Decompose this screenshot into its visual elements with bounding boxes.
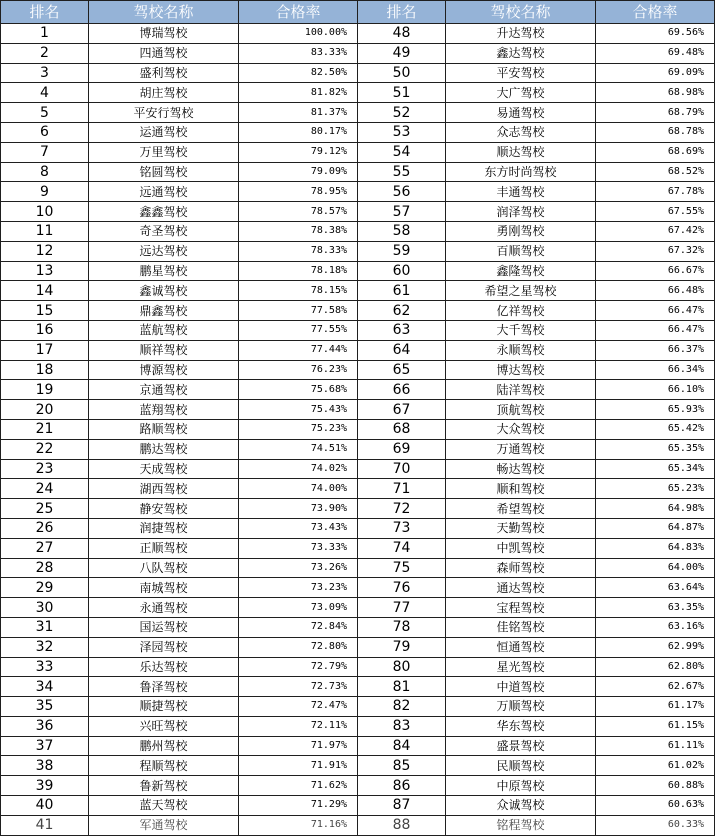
school-name-cell-left: 泽园驾校: [89, 637, 239, 657]
school-name-cell-left: 京通驾校: [89, 380, 239, 400]
rank-cell-left: 19: [1, 380, 89, 400]
school-name-cell-left: 鹏达驾校: [89, 439, 239, 459]
pass-rate-cell-left: 78.57%: [239, 202, 358, 222]
table-row: [1, 103, 715, 123]
rank-cell-left: 38: [1, 756, 89, 776]
school-name-cell-right: 宝程驾校: [446, 598, 596, 618]
header-name-right: 驾校名称: [446, 1, 596, 24]
table-row: [1, 637, 715, 657]
rank-cell-left: 41: [1, 815, 89, 835]
school-name-cell-right: 佳铭驾校: [446, 617, 596, 637]
rank-cell-right: 50: [358, 63, 446, 83]
pass-rate-cell-left: 73.90%: [239, 499, 358, 519]
rank-cell-right: 64: [358, 340, 446, 360]
school-name-cell-right: 陆洋驾校: [446, 380, 596, 400]
rank-cell-left: 10: [1, 202, 89, 222]
school-name-cell-left: 鹏星驾校: [89, 261, 239, 281]
school-name-cell-left: 湖西驾校: [89, 479, 239, 499]
school-name-cell-right: 中原驾校: [446, 776, 596, 796]
rank-cell-left: 32: [1, 637, 89, 657]
rank-cell-right: 77: [358, 598, 446, 618]
school-name-cell-left: 鑫诚驾校: [89, 281, 239, 301]
school-name-cell-right: 华东驾校: [446, 716, 596, 736]
pass-rate-cell-right: 60.33%: [596, 815, 715, 835]
school-name-cell-left: 盛利驾校: [89, 63, 239, 83]
school-name-cell-right: 勇刚驾校: [446, 221, 596, 241]
school-name-cell-left: 永通驾校: [89, 598, 239, 618]
rank-cell-right: 71: [358, 479, 446, 499]
pass-rate-cell-right: 65.34%: [596, 459, 715, 479]
school-name-cell-right: 天勤驾校: [446, 518, 596, 538]
header-rate-left: 合格率: [239, 1, 358, 24]
pass-rate-cell-left: 73.23%: [239, 578, 358, 598]
school-name-cell-left: 静安驾校: [89, 499, 239, 519]
rank-cell-right: 70: [358, 459, 446, 479]
pass-rate-cell-right: 67.42%: [596, 221, 715, 241]
rank-cell-right: 84: [358, 736, 446, 756]
rank-cell-right: 80: [358, 657, 446, 677]
pass-rate-cell-right: 68.78%: [596, 122, 715, 142]
school-name-cell-left: 兴旺驾校: [89, 716, 239, 736]
table-row: [1, 340, 715, 360]
pass-rate-cell-left: 73.26%: [239, 558, 358, 578]
school-name-cell-right: 森师驾校: [446, 558, 596, 578]
pass-rate-cell-right: 65.35%: [596, 439, 715, 459]
rank-cell-left: 4: [1, 83, 89, 103]
rank-cell-right: 54: [358, 142, 446, 162]
pass-rate-cell-right: 64.98%: [596, 499, 715, 519]
school-name-cell-right: 顺和驾校: [446, 479, 596, 499]
header-row: [1, 1, 715, 24]
pass-rate-cell-right: 67.55%: [596, 202, 715, 222]
rank-cell-left: 28: [1, 558, 89, 578]
school-name-cell-right: 盛景驾校: [446, 736, 596, 756]
school-name-cell-left: 蓝航驾校: [89, 320, 239, 340]
pass-rate-cell-right: 61.15%: [596, 716, 715, 736]
school-name-cell-right: 众志驾校: [446, 122, 596, 142]
table-row: [1, 815, 715, 835]
pass-rate-cell-left: 77.55%: [239, 320, 358, 340]
table-row: [1, 202, 715, 222]
school-name-cell-right: 平安驾校: [446, 63, 596, 83]
school-name-cell-right: 众诚驾校: [446, 796, 596, 816]
rank-cell-left: 35: [1, 697, 89, 717]
school-name-cell-left: 顺捷驾校: [89, 697, 239, 717]
school-name-cell-right: 万顺驾校: [446, 697, 596, 717]
rank-cell-right: 53: [358, 122, 446, 142]
table-row: [1, 538, 715, 558]
table-row: [1, 479, 715, 499]
header-rank-right: 排名: [358, 1, 446, 24]
table-row: [1, 142, 715, 162]
school-name-cell-right: 铭程驾校: [446, 815, 596, 835]
pass-rate-cell-left: 81.82%: [239, 83, 358, 103]
pass-rate-cell-right: 66.10%: [596, 380, 715, 400]
rank-cell-right: 56: [358, 182, 446, 202]
header-rank-left: 排名: [1, 1, 89, 24]
table-row: [1, 499, 715, 519]
school-name-cell-left: 国运驾校: [89, 617, 239, 637]
pass-rate-cell-left: 72.11%: [239, 716, 358, 736]
pass-rate-cell-left: 82.50%: [239, 63, 358, 83]
table-row: [1, 43, 715, 63]
school-name-cell-right: 大广驾校: [446, 83, 596, 103]
school-name-cell-right: 鑫隆驾校: [446, 261, 596, 281]
table-row: [1, 439, 715, 459]
pass-rate-cell-left: 74.00%: [239, 479, 358, 499]
rank-cell-right: 62: [358, 301, 446, 321]
pass-rate-cell-right: 68.52%: [596, 162, 715, 182]
pass-rate-cell-right: 67.32%: [596, 241, 715, 261]
table-row: [1, 380, 715, 400]
school-name-cell-left: 天成驾校: [89, 459, 239, 479]
school-name-cell-left: 远达驾校: [89, 241, 239, 261]
pass-rate-cell-left: 81.37%: [239, 103, 358, 123]
pass-rate-cell-left: 83.33%: [239, 43, 358, 63]
pass-rate-cell-left: 71.91%: [239, 756, 358, 776]
pass-rate-cell-left: 71.97%: [239, 736, 358, 756]
rank-cell-left: 31: [1, 617, 89, 637]
pass-rate-cell-left: 74.51%: [239, 439, 358, 459]
rank-cell-right: 78: [358, 617, 446, 637]
pass-rate-cell-left: 73.09%: [239, 598, 358, 618]
rank-cell-right: 66: [358, 380, 446, 400]
rank-cell-right: 88: [358, 815, 446, 835]
rank-cell-left: 27: [1, 538, 89, 558]
rank-cell-right: 79: [358, 637, 446, 657]
table-row: [1, 419, 715, 439]
rank-cell-left: 33: [1, 657, 89, 677]
pass-rate-cell-right: 69.48%: [596, 43, 715, 63]
school-name-cell-right: 百顺驾校: [446, 241, 596, 261]
rank-cell-left: 17: [1, 340, 89, 360]
rank-cell-right: 73: [358, 518, 446, 538]
rank-cell-right: 63: [358, 320, 446, 340]
table-row: [1, 281, 715, 301]
rank-cell-left: 30: [1, 598, 89, 618]
rank-cell-right: 86: [358, 776, 446, 796]
pass-rate-cell-right: 65.42%: [596, 419, 715, 439]
rank-cell-right: 68: [358, 419, 446, 439]
table-row: [1, 796, 715, 816]
table-row: [1, 24, 715, 44]
rank-cell-right: 72: [358, 499, 446, 519]
school-name-cell-right: 万通驾校: [446, 439, 596, 459]
table-row: [1, 241, 715, 261]
table-row: [1, 518, 715, 538]
pass-rate-cell-right: 64.00%: [596, 558, 715, 578]
pass-rate-cell-left: 100.00%: [239, 24, 358, 44]
table-row: [1, 83, 715, 103]
rank-cell-left: 5: [1, 103, 89, 123]
school-name-cell-right: 鑫达驾校: [446, 43, 596, 63]
pass-rate-cell-right: 63.16%: [596, 617, 715, 637]
pass-rate-cell-left: 80.17%: [239, 122, 358, 142]
pass-rate-cell-right: 64.83%: [596, 538, 715, 558]
rank-cell-left: 8: [1, 162, 89, 182]
rank-cell-left: 9: [1, 182, 89, 202]
pass-rate-cell-left: 75.68%: [239, 380, 358, 400]
pass-rate-cell-right: 64.87%: [596, 518, 715, 538]
rank-cell-right: 76: [358, 578, 446, 598]
pass-rate-cell-right: 66.34%: [596, 360, 715, 380]
pass-rate-cell-right: 68.98%: [596, 83, 715, 103]
table-row: [1, 63, 715, 83]
pass-rate-cell-left: 71.16%: [239, 815, 358, 835]
pass-rate-cell-right: 68.69%: [596, 142, 715, 162]
pass-rate-cell-left: 77.44%: [239, 340, 358, 360]
pass-rate-cell-right: 62.80%: [596, 657, 715, 677]
pass-rate-cell-left: 78.15%: [239, 281, 358, 301]
pass-rate-cell-right: 67.78%: [596, 182, 715, 202]
pass-rate-cell-left: 71.29%: [239, 796, 358, 816]
pass-rate-cell-left: 72.79%: [239, 657, 358, 677]
school-name-cell-left: 运通驾校: [89, 122, 239, 142]
pass-rate-cell-right: 61.17%: [596, 697, 715, 717]
school-name-cell-left: 南城驾校: [89, 578, 239, 598]
pass-rate-cell-left: 71.62%: [239, 776, 358, 796]
rank-cell-right: 75: [358, 558, 446, 578]
rank-cell-right: 83: [358, 716, 446, 736]
header-rate-right: 合格率: [596, 1, 715, 24]
table-body: [1, 24, 715, 836]
school-name-cell-left: 奇圣驾校: [89, 221, 239, 241]
school-name-cell-right: 升达驾校: [446, 24, 596, 44]
table-row: [1, 598, 715, 618]
pass-rate-cell-right: 66.37%: [596, 340, 715, 360]
table-row: [1, 360, 715, 380]
pass-rate-cell-left: 78.95%: [239, 182, 358, 202]
rank-cell-left: 40: [1, 796, 89, 816]
school-name-cell-right: 大众驾校: [446, 419, 596, 439]
rank-cell-left: 12: [1, 241, 89, 261]
pass-rate-cell-right: 61.11%: [596, 736, 715, 756]
table-row: [1, 301, 715, 321]
school-name-cell-right: 民顺驾校: [446, 756, 596, 776]
rank-cell-left: 6: [1, 122, 89, 142]
school-name-cell-right: 润泽驾校: [446, 202, 596, 222]
table-row: [1, 261, 715, 281]
school-name-cell-right: 希望之星驾校: [446, 281, 596, 301]
school-name-cell-left: 鼎鑫驾校: [89, 301, 239, 321]
pass-rate-cell-right: 69.56%: [596, 24, 715, 44]
rank-cell-left: 2: [1, 43, 89, 63]
pass-rate-cell-right: 63.35%: [596, 598, 715, 618]
school-name-cell-left: 铭圆驾校: [89, 162, 239, 182]
table-row: [1, 400, 715, 420]
school-name-cell-left: 蓝天驾校: [89, 796, 239, 816]
pass-rate-cell-right: 68.79%: [596, 103, 715, 123]
pass-rate-cell-right: 66.48%: [596, 281, 715, 301]
rank-cell-left: 39: [1, 776, 89, 796]
school-name-cell-left: 平安行驾校: [89, 103, 239, 123]
pass-rate-cell-left: 72.80%: [239, 637, 358, 657]
rank-cell-right: 87: [358, 796, 446, 816]
pass-rate-cell-right: 66.47%: [596, 320, 715, 340]
pass-rate-cell-left: 72.73%: [239, 677, 358, 697]
rank-cell-right: 57: [358, 202, 446, 222]
rank-cell-left: 13: [1, 261, 89, 281]
pass-rate-cell-left: 79.09%: [239, 162, 358, 182]
pass-rate-cell-left: 78.18%: [239, 261, 358, 281]
pass-rate-cell-right: 62.67%: [596, 677, 715, 697]
school-name-cell-left: 军通驾校: [89, 815, 239, 835]
rank-cell-right: 59: [358, 241, 446, 261]
pass-rate-cell-right: 65.93%: [596, 400, 715, 420]
rank-cell-left: 15: [1, 301, 89, 321]
rank-cell-left: 25: [1, 499, 89, 519]
school-name-cell-right: 顺达驾校: [446, 142, 596, 162]
pass-rate-cell-left: 78.33%: [239, 241, 358, 261]
rank-cell-right: 82: [358, 697, 446, 717]
rank-cell-left: 23: [1, 459, 89, 479]
pass-rate-cell-left: 73.33%: [239, 538, 358, 558]
school-name-cell-right: 顶航驾校: [446, 400, 596, 420]
table-row: [1, 756, 715, 776]
rank-cell-left: 1: [1, 24, 89, 44]
school-name-cell-left: 万里驾校: [89, 142, 239, 162]
pass-rate-cell-right: 66.47%: [596, 301, 715, 321]
pass-rate-cell-left: 75.23%: [239, 419, 358, 439]
rank-cell-right: 69: [358, 439, 446, 459]
table-row: [1, 776, 715, 796]
school-name-cell-right: 希望驾校: [446, 499, 596, 519]
rank-cell-left: 29: [1, 578, 89, 598]
table-row: [1, 736, 715, 756]
table-row: [1, 320, 715, 340]
school-name-cell-left: 博源驾校: [89, 360, 239, 380]
table-row: [1, 558, 715, 578]
rank-cell-left: 37: [1, 736, 89, 756]
table-row: [1, 182, 715, 202]
rank-cell-left: 20: [1, 400, 89, 420]
table-row: [1, 122, 715, 142]
table-row: [1, 459, 715, 479]
school-name-cell-left: 顺祥驾校: [89, 340, 239, 360]
school-name-cell-left: 鑫鑫驾校: [89, 202, 239, 222]
rank-cell-left: 14: [1, 281, 89, 301]
school-name-cell-left: 鲁新驾校: [89, 776, 239, 796]
school-name-cell-right: 东方时尚驾校: [446, 162, 596, 182]
pass-rate-cell-right: 65.23%: [596, 479, 715, 499]
pass-rate-cell-left: 72.47%: [239, 697, 358, 717]
pass-rate-cell-right: 69.09%: [596, 63, 715, 83]
pass-rate-cell-left: 78.38%: [239, 221, 358, 241]
rank-cell-right: 49: [358, 43, 446, 63]
pass-rate-cell-right: 61.02%: [596, 756, 715, 776]
school-name-cell-left: 正顺驾校: [89, 538, 239, 558]
school-name-cell-left: 胡庄驾校: [89, 83, 239, 103]
school-name-cell-right: 通达驾校: [446, 578, 596, 598]
rank-cell-right: 52: [358, 103, 446, 123]
rank-cell-left: 22: [1, 439, 89, 459]
rank-cell-right: 61: [358, 281, 446, 301]
school-name-cell-right: 大千驾校: [446, 320, 596, 340]
school-name-cell-left: 八队驾校: [89, 558, 239, 578]
rank-cell-right: 65: [358, 360, 446, 380]
school-name-cell-left: 博瑞驾校: [89, 24, 239, 44]
table-row: [1, 578, 715, 598]
rank-cell-left: 26: [1, 518, 89, 538]
school-name-cell-right: 永顺驾校: [446, 340, 596, 360]
rank-cell-left: 16: [1, 320, 89, 340]
rank-cell-left: 7: [1, 142, 89, 162]
rank-cell-left: 34: [1, 677, 89, 697]
rank-cell-right: 55: [358, 162, 446, 182]
table-row: [1, 716, 715, 736]
rank-cell-left: 24: [1, 479, 89, 499]
table-row: [1, 221, 715, 241]
rank-cell-left: 36: [1, 716, 89, 736]
rank-cell-right: 58: [358, 221, 446, 241]
rank-cell-right: 48: [358, 24, 446, 44]
school-name-cell-left: 鹏州驾校: [89, 736, 239, 756]
pass-rate-cell-left: 72.84%: [239, 617, 358, 637]
header-name-left: 驾校名称: [89, 1, 239, 24]
rank-cell-left: 11: [1, 221, 89, 241]
pass-rate-cell-left: 74.02%: [239, 459, 358, 479]
pass-rate-cell-left: 77.58%: [239, 301, 358, 321]
school-name-cell-right: 亿祥驾校: [446, 301, 596, 321]
school-name-cell-right: 博达驾校: [446, 360, 596, 380]
rank-cell-left: 3: [1, 63, 89, 83]
school-name-cell-right: 易通驾校: [446, 103, 596, 123]
pass-rate-cell-left: 79.12%: [239, 142, 358, 162]
school-name-cell-right: 丰通驾校: [446, 182, 596, 202]
table-row: [1, 162, 715, 182]
pass-rate-cell-left: 75.43%: [239, 400, 358, 420]
pass-rate-cell-right: 60.63%: [596, 796, 715, 816]
school-name-cell-right: 中道驾校: [446, 677, 596, 697]
rank-cell-right: 51: [358, 83, 446, 103]
table-row: [1, 677, 715, 697]
school-name-cell-right: 中凯驾校: [446, 538, 596, 558]
school-name-cell-left: 润捷驾校: [89, 518, 239, 538]
rank-cell-left: 21: [1, 419, 89, 439]
school-name-cell-right: 恒通驾校: [446, 637, 596, 657]
school-name-cell-left: 四通驾校: [89, 43, 239, 63]
pass-rate-cell-right: 60.88%: [596, 776, 715, 796]
school-name-cell-left: 远通驾校: [89, 182, 239, 202]
pass-rate-cell-right: 62.99%: [596, 637, 715, 657]
school-name-cell-left: 蓝翔驾校: [89, 400, 239, 420]
rank-cell-right: 60: [358, 261, 446, 281]
school-name-cell-left: 乐达驾校: [89, 657, 239, 677]
school-name-cell-left: 鲁泽驾校: [89, 677, 239, 697]
rank-cell-left: 18: [1, 360, 89, 380]
school-name-cell-right: 畅达驾校: [446, 459, 596, 479]
table-row: [1, 617, 715, 637]
pass-rate-cell-right: 63.64%: [596, 578, 715, 598]
school-name-cell-left: 路顺驾校: [89, 419, 239, 439]
pass-rate-cell-right: 66.67%: [596, 261, 715, 281]
table-row: [1, 697, 715, 717]
rank-cell-right: 81: [358, 677, 446, 697]
rank-cell-right: 85: [358, 756, 446, 776]
school-name-cell-right: 星光驾校: [446, 657, 596, 677]
pass-rate-cell-left: 73.43%: [239, 518, 358, 538]
pass-rate-cell-left: 76.23%: [239, 360, 358, 380]
rank-cell-right: 67: [358, 400, 446, 420]
school-name-cell-left: 程顺驾校: [89, 756, 239, 776]
rank-cell-right: 74: [358, 538, 446, 558]
table-row: [1, 657, 715, 677]
